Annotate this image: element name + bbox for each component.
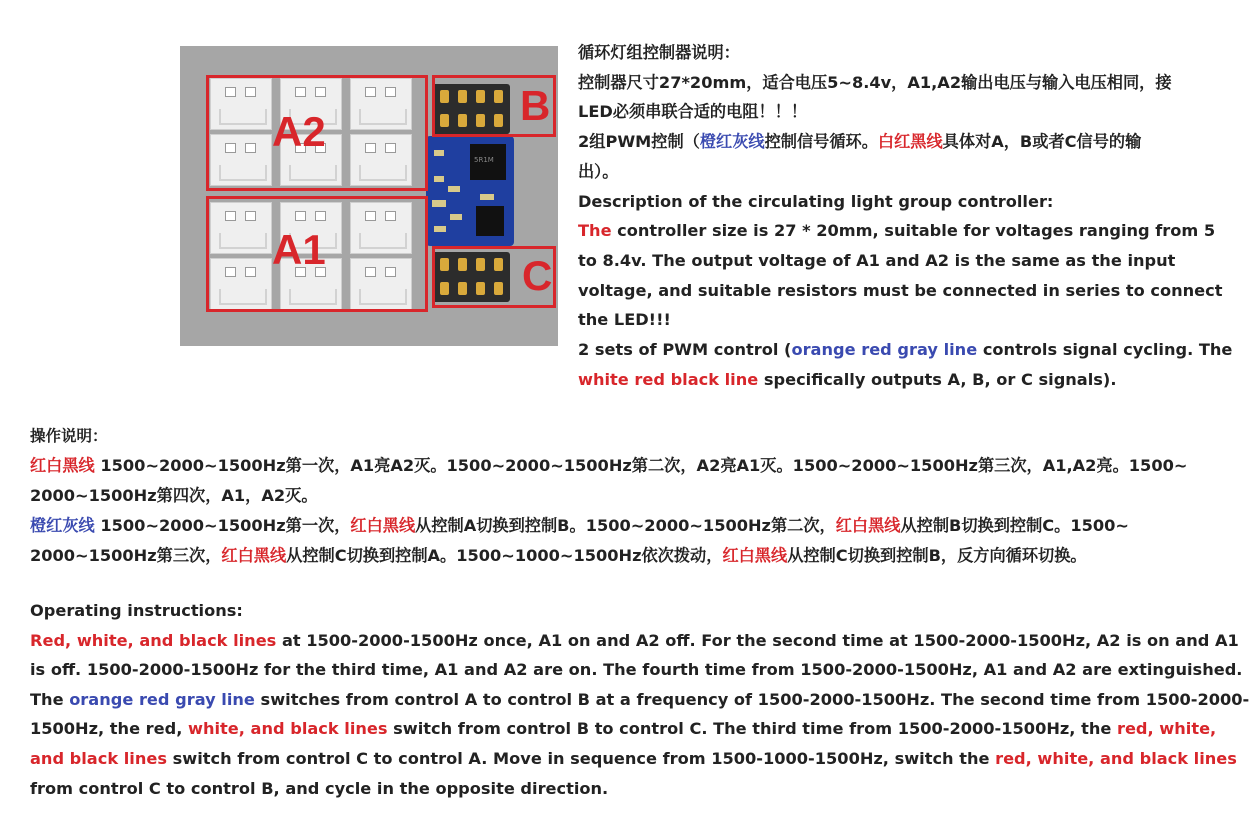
en-description-line: [578, 365, 1193, 395]
controller-description: [578, 38, 1233, 394]
smd-component: [432, 200, 446, 207]
highlight-red-white-black: 红白黑线: [722, 546, 788, 565]
text-segment: The: [578, 221, 612, 241]
ops-en-line: [30, 685, 1249, 715]
highlight-red-white-black: 红白黑线: [835, 516, 901, 535]
operation-instructions-zh: [30, 421, 1190, 571]
zh-description-line: LED必须串联合适的电阻！！！: [578, 102, 808, 122]
smd-component: [448, 186, 460, 192]
en-description-title: Description of the circulating light group controller:: [578, 191, 1054, 211]
en-description-line: voltage, and suitable resistors must be connected in series to connect: [578, 280, 1223, 300]
text-segment: at 1500-2000-1500Hz once, A1 on and A2 off. For the second time at 1500-2000-1500Hz, A2 is on and A1: [276, 630, 1239, 650]
highlight-orange-red-gray: 橙红灰线: [30, 516, 95, 535]
text-segment: 从控制A切换到控制B。1500~2000~1500Hz第二次，: [415, 516, 836, 535]
pcb-module: [426, 136, 514, 246]
highlight-white-red-black: white red black line: [578, 369, 759, 389]
ops-en-line: [30, 744, 1237, 774]
ic-chip: [470, 144, 506, 180]
text-segment: switch from control C to control A. Move in sequence from 1500-1000-1500Hz, switch the: [166, 748, 996, 768]
chip-marking: 5R1M: [474, 156, 494, 164]
highlight-orange-red-gray: orange red gray line: [69, 689, 255, 709]
en-description-line: [578, 335, 1233, 365]
ops-zh-line: [30, 541, 1190, 571]
label-a1: A1: [272, 226, 326, 273]
smd-component: [450, 214, 462, 220]
en-description-line: to 8.4v. The output voltage of A1 and A2 is the same as the input: [578, 250, 1176, 270]
text-segment: specifically outputs A, B, or C signals).: [758, 369, 1117, 389]
smd-component: [434, 150, 444, 156]
ops-zh-line: 2000~1500Hz第四次，A1，A2灭。: [30, 486, 318, 505]
text-segment: 从控制C切换到控制B，反方向循环切换。: [787, 546, 1087, 565]
smd-component: [480, 194, 494, 200]
zh-description-line: 出）。: [578, 161, 619, 181]
text-segment: 2组PWM控制（: [578, 132, 700, 152]
en-description-line: [578, 216, 1216, 246]
ic-chip: [476, 206, 504, 236]
label-b: B: [520, 82, 551, 129]
highlight-red-white-black: and black lines: [30, 748, 167, 768]
ops-en-line: from control C to control B, and cycle in the opposite direction.: [30, 778, 609, 798]
ops-en-title: Operating instructions:: [30, 601, 243, 620]
ops-zh-line: [30, 511, 1190, 541]
highlight-red-white-black: 红白黑线: [350, 516, 416, 535]
text-segment: 1500~2000~1500Hz第一次，A1亮A2灭。1500~2000~1500Hz第二次，A2亮A1灭。1500~2000~1500Hz第三次，A1,A2亮。1500~: [94, 456, 1188, 475]
highlight-orange-red-gray: 橙红灰线: [699, 132, 765, 152]
label-a2: A2: [272, 108, 326, 155]
zh-description-line: [578, 127, 1193, 157]
highlight-red-white-black: red, white, and black lines: [995, 748, 1237, 768]
zh-description-line: 控制器尺寸27*20mm，适合电压5~8.4v，A1,A2输出电压与输入电压相同，接: [578, 72, 1172, 92]
ops-en-line: is off. 1500-2000-1500Hz for the third time, A1 and A2 are on. The fourth time from 1500-2000-1500Hz, A1 and A2 are extinguished.: [30, 660, 1243, 680]
text-segment: 控制信号循环。: [764, 132, 878, 152]
text-segment: 1500~2000~1500Hz第一次，: [94, 516, 351, 535]
text-segment: 2000~1500Hz第三次，: [30, 546, 222, 565]
highlight-red-white-black: 红白黑线: [30, 456, 95, 475]
highlight-red-white-black: red, white,: [1116, 719, 1217, 739]
text-segment: 从控制B切换到控制C。1500~: [900, 516, 1129, 535]
label-c: C: [522, 252, 553, 299]
ops-en-line: [30, 714, 1217, 744]
en-description-line: the LED!!!: [578, 310, 671, 330]
highlight-red-white-black: Red, white, and black lines: [30, 630, 277, 650]
highlight-red-white-black: 红白黑线: [221, 546, 287, 565]
smd-component: [434, 226, 446, 232]
ops-en-line: [30, 626, 1239, 656]
highlight-white-red-black: 白红黑线: [877, 132, 943, 152]
operating-instructions-en: [30, 596, 1249, 803]
smd-component: [434, 176, 444, 182]
ops-zh-title: 操作说明：: [30, 427, 108, 445]
text-segment: 1500Hz, the red,: [30, 719, 189, 739]
text-segment: switches from control A to control B at a frequency of 1500-2000-1500Hz. The second time from 1500-2000-: [254, 689, 1249, 709]
highlight-red-white-black: white, and black lines: [188, 719, 388, 739]
text-segment: The: [30, 689, 70, 709]
text-segment: 2 sets of PWM control (: [578, 340, 792, 360]
ops-zh-line: [30, 451, 1190, 481]
text-segment: controls signal cycling. The: [977, 340, 1233, 360]
highlight-orange-red-gray: orange red gray line: [791, 340, 978, 360]
text-segment: controller size is 27 * 20mm, suitable for voltages ranging from 5: [611, 221, 1216, 241]
text-segment: switch from control B to control C. The third time from 1500-2000-1500Hz, the: [387, 719, 1117, 739]
text-segment: 具体对A，B或者C信号的输: [942, 132, 1142, 152]
text-segment: 从控制C切换到控制A。1500~1000~1500Hz依次拨动，: [286, 546, 723, 565]
zh-description-title: 循环灯组控制器说明：: [578, 43, 740, 62]
